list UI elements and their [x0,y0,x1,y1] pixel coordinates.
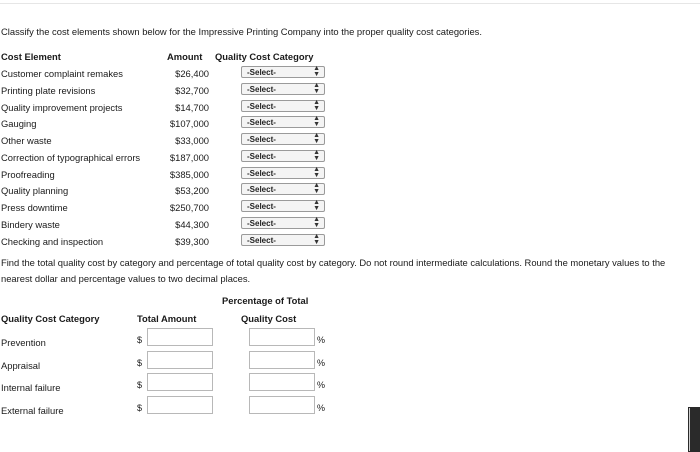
dollar-sign: $ [137,380,143,390]
quality-category-row [0,328,340,348]
select-arrows-icon: ▲ ▼ [313,148,320,162]
header-percentage-line1: Percentage of Total [222,295,309,306]
category-select[interactable] [241,150,325,162]
select-arrows-icon: ▲ ▼ [313,215,320,229]
category-select-value: -Select- [247,202,276,211]
cost-element-name: Gauging [1,118,37,130]
total-amount-input[interactable] [147,373,213,391]
cost-element-amount: $14,700 [175,101,209,113]
select-arrows-icon: ▲ ▼ [313,182,320,196]
dollar-sign: $ [137,335,143,345]
cost-element-row [0,65,340,82]
quality-category-row [0,351,340,371]
percent-sign: % [317,335,326,345]
total-amount-input[interactable] [147,328,213,346]
total-amount-input[interactable] [147,351,213,369]
percentage-input[interactable] [249,351,315,369]
quality-category-row [0,373,340,393]
quality-category-name: Internal failure [1,382,61,393]
select-arrows-icon: ▲ ▼ [313,98,320,112]
header-amount: Amount [167,51,203,62]
cost-element-name: Press downtime [1,202,68,213]
category-select-value: -Select- [247,135,276,144]
category-select[interactable] [241,200,325,212]
category-select[interactable] [241,133,325,145]
cost-element-name: Quality planning [1,185,69,197]
cost-element-name: Printing plate revisions [1,84,96,96]
header-quality-cost-category: Quality Cost Category [215,51,314,62]
cost-element-amount: $53,200 [175,185,209,197]
percent-sign: % [317,380,326,390]
category-select[interactable] [241,83,325,95]
total-amount-input[interactable] [147,396,213,414]
classification-instructions: Classify the cost elements shown below for the Impressive Printing Company into the proper quality cost categories. [1,26,482,37]
percentage-input[interactable] [249,396,315,414]
select-arrows-icon: ▲ ▼ [313,132,320,145]
category-select-value: -Select- [247,101,276,111]
select-arrows-icon: ▲ ▼ [313,199,320,212]
cost-element-row [0,132,340,149]
category-select[interactable] [241,100,325,112]
header-cost-element: Cost Element [1,51,61,62]
cost-element-row [0,233,340,250]
quality-category-name: Prevention [1,337,46,348]
quality-category-row [0,396,340,416]
dollar-sign: $ [137,358,143,368]
category-select-value: -Select- [247,151,276,161]
cost-element-row [0,199,340,216]
category-select[interactable] [241,183,325,195]
summary-instructions: Find the total quality cost by category and percentage of total quality cost by category. Do not round intermediate calculations. Round the monetary values to the nearest dollar and percentage values to two decimal places. [1,257,666,284]
cost-element-name: Proofreading [1,168,55,180]
category-select-value: -Select- [247,235,276,245]
header-percentage-line2: Quality Cost [241,313,297,324]
cost-element-amount: $26,400 [175,68,209,79]
cost-element-name: Bindery waste [1,218,60,230]
category-select-value: -Select- [247,84,276,94]
cost-element-amount: $187,000 [169,151,209,163]
top-divider [0,3,700,4]
cost-element-row [0,166,340,183]
category-select[interactable] [241,167,325,179]
cost-element-row [0,82,340,99]
category-select-value: -Select- [247,68,276,77]
quality-category-name: Appraisal [1,360,41,371]
cost-element-amount: $44,300 [175,218,209,230]
header-quality-cost-category-summary: Quality Cost Category [1,313,100,324]
category-select-value: -Select- [247,118,276,128]
select-arrows-icon: ▲ ▼ [313,232,320,246]
cost-element-amount: $107,000 [169,118,209,130]
cost-element-row [0,149,340,166]
cost-element-amount: $385,000 [169,168,209,180]
category-select-value: -Select- [247,218,276,228]
category-select[interactable] [241,217,325,229]
cost-element-amount: $250,700 [169,202,209,213]
cost-element-name: Correction of typographical errors [1,151,141,163]
cost-element-row [0,115,340,132]
cost-element-row [0,99,340,116]
select-arrows-icon: ▲ ▼ [313,65,320,78]
category-select[interactable] [241,66,325,78]
cost-element-amount: $33,000 [175,135,209,146]
cost-element-name: Quality improvement projects [1,101,123,113]
quality-category-name: External failure [1,405,64,416]
percentage-input[interactable] [249,373,315,391]
dollar-sign: $ [137,403,143,413]
cost-element-row [0,182,340,199]
percentage-input[interactable] [249,328,315,346]
percent-sign: % [317,403,326,413]
percent-sign: % [317,358,326,368]
category-select-value: -Select- [247,168,276,178]
select-arrows-icon: ▲ ▼ [313,165,320,179]
select-arrows-icon: ▲ ▼ [313,81,320,95]
cost-element-name: Customer complaint remakes [1,68,123,79]
category-select[interactable] [241,116,325,128]
header-total-amount: Total Amount [137,313,197,324]
scrollbar-edge[interactable] [688,407,700,452]
cost-element-name: Checking and inspection [1,235,104,247]
select-arrows-icon: ▲ ▼ [313,115,320,129]
category-select-value: -Select- [247,185,276,195]
cost-element-amount: $39,300 [175,235,209,247]
category-select[interactable] [241,234,325,246]
cost-element-amount: $32,700 [175,84,209,96]
cost-element-name: Other waste [1,135,52,146]
cost-element-row [0,216,340,233]
